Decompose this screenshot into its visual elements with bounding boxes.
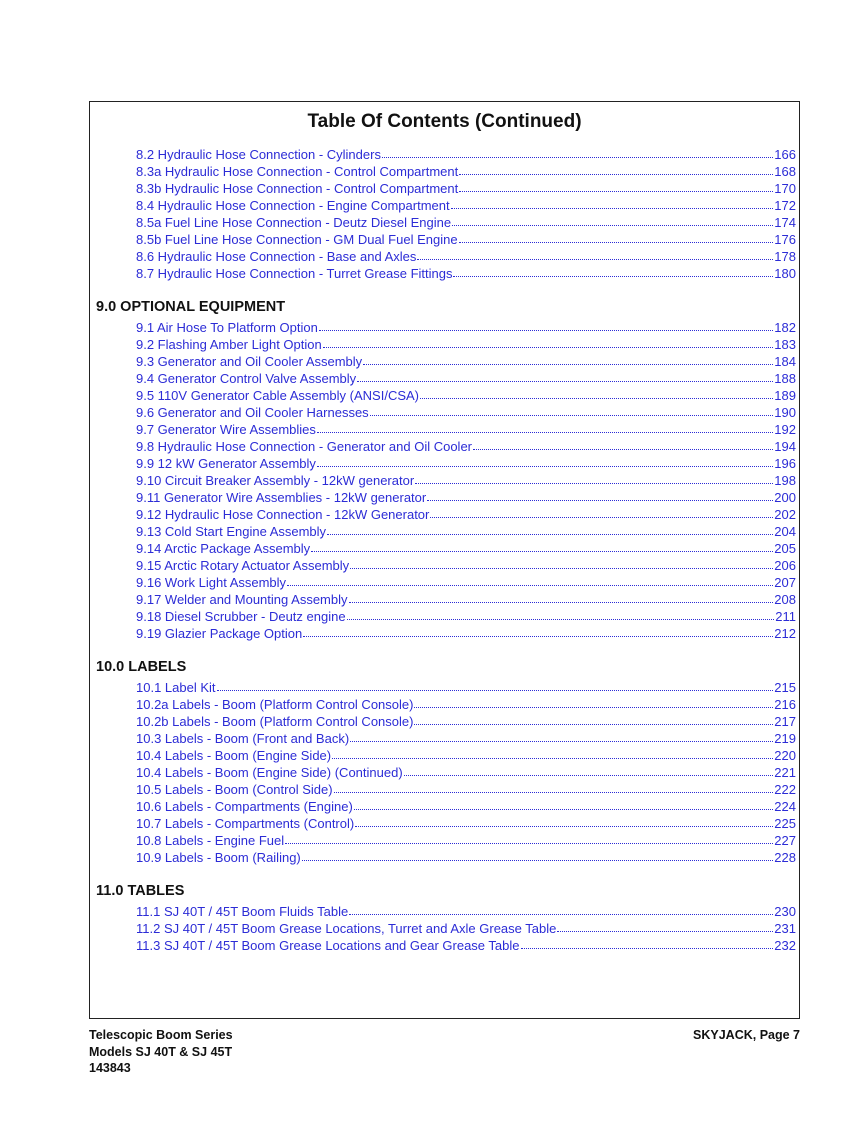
toc-entry-label: 9.17 Welder and Mounting Assembly <box>136 592 348 607</box>
toc-entry[interactable] <box>136 437 796 454</box>
toc-entry-page: 198 <box>774 473 796 488</box>
toc-entry[interactable] <box>136 386 796 403</box>
toc-entry-label: 9.18 Diesel Scrubber - Deutz engine <box>136 609 346 624</box>
toc-entry[interactable] <box>136 247 796 264</box>
dot-leader <box>415 483 773 484</box>
toc-entry[interactable] <box>136 264 796 281</box>
toc-entry-label: 10.4 Labels - Boom (Engine Side) <box>136 748 332 763</box>
dot-leader <box>521 948 774 949</box>
dot-leader <box>473 449 773 450</box>
toc-entry-label: 11.1 SJ 40T / 45T Boom Fluids Table <box>136 904 349 919</box>
toc-entry-label: 10.8 Labels - Engine Fuel <box>136 833 285 848</box>
dot-leader <box>355 826 773 827</box>
toc-entry-page: 202 <box>774 507 796 522</box>
page-title: Table Of Contents (Continued) <box>307 111 582 132</box>
dot-leader <box>354 809 774 810</box>
toc-entry-page: 178 <box>774 249 796 264</box>
toc-entry-page: 231 <box>774 921 796 936</box>
toc-entry-page: 190 <box>774 405 796 420</box>
dot-leader <box>350 568 773 569</box>
dot-leader <box>417 259 773 260</box>
toc-entry-label: 8.3a Hydraulic Hose Connection - Control Compartment <box>136 164 459 179</box>
toc-entry-label: 9.15 Arctic Rotary Actuator Assembly <box>136 558 350 573</box>
toc-entry-label: 10.5 Labels - Boom (Control Side) <box>136 782 333 797</box>
toc-entry-label: 11.2 SJ 40T / 45T Boom Grease Locations, Turret and Axle Grease Table <box>136 921 557 936</box>
toc-entry-page: 221 <box>774 765 796 780</box>
toc-entry-page: 220 <box>774 748 796 763</box>
dot-leader <box>347 619 775 620</box>
toc-entry-page: 225 <box>774 816 796 831</box>
toc-entry-label: 9.4 Generator Control Valve Assembly <box>136 371 357 386</box>
footer-left <box>89 1027 233 1077</box>
dot-leader <box>311 551 773 552</box>
toc-entry-page: 172 <box>774 198 796 213</box>
toc-entry-page: 166 <box>774 147 796 162</box>
toc-entry[interactable] <box>136 919 796 936</box>
toc-entry-page: 215 <box>774 680 796 695</box>
toc-entry-label: 9.10 Circuit Breaker Assembly - 12kW generator <box>136 473 415 488</box>
footer-models: Models SJ 40T & SJ 45T <box>89 1044 233 1059</box>
toc-entry[interactable] <box>136 196 796 213</box>
toc-entry-page: 196 <box>774 456 796 471</box>
toc-entry-label: 9.7 Generator Wire Assemblies <box>136 422 316 437</box>
toc-entry-page: 211 <box>775 609 796 624</box>
dot-leader <box>382 157 773 158</box>
toc-entry-label: 9.5 110V Generator Cable Assembly (ANSI/CSA) <box>136 388 419 403</box>
toc-entry-label: 8.4 Hydraulic Hose Connection - Engine Compartment <box>136 198 450 213</box>
dot-leader <box>323 347 774 348</box>
toc-entry-page: 194 <box>774 439 796 454</box>
section-heading: 10.0 LABELS <box>96 659 187 675</box>
toc-entry-label: 10.3 Labels - Boom (Front and Back) <box>136 731 350 746</box>
toc-entry[interactable] <box>136 352 796 369</box>
toc-entry-label: 11.3 SJ 40T / 45T Boom Grease Locations and Gear Grease Table <box>136 938 520 953</box>
toc-entry[interactable] <box>136 539 796 556</box>
toc-entry[interactable] <box>136 403 796 420</box>
toc-entry-label: 9.3 Generator and Oil Cooler Assembly <box>136 354 363 369</box>
toc-entry-label: 9.8 Hydraulic Hose Connection - Generator and Oil Cooler <box>136 439 473 454</box>
toc-entry[interactable] <box>136 335 796 352</box>
toc-entry-label: 9.19 Glazier Package Option <box>136 626 303 641</box>
dot-leader <box>327 534 773 535</box>
toc-entry[interactable] <box>136 420 796 437</box>
toc-entry[interactable] <box>136 522 796 539</box>
toc-entry[interactable] <box>136 145 796 162</box>
toc-entry-label: 10.9 Labels - Boom (Railing) <box>136 850 301 865</box>
dot-leader <box>349 602 774 603</box>
dot-leader <box>285 843 773 844</box>
toc-entry-label: 10.2b Labels - Boom (Platform Control Console) <box>136 714 414 729</box>
toc-entry-label: 9.9 12 kW Generator Assembly <box>136 456 316 471</box>
dot-leader <box>452 225 773 226</box>
toc-entry-label: 8.5b Fuel Line Hose Connection - GM Dual Fuel Engine <box>136 232 458 247</box>
dot-leader <box>349 914 773 915</box>
dot-leader <box>414 707 773 708</box>
toc-entry-label: 9.11 Generator Wire Assemblies - 12kW generator <box>136 490 427 505</box>
toc-entry-page: 170 <box>774 181 796 196</box>
toc-entry-page: 200 <box>774 490 796 505</box>
toc-entry[interactable] <box>136 746 796 763</box>
toc-entry[interactable] <box>136 318 796 335</box>
dot-leader <box>303 636 773 637</box>
toc-entry-page: 184 <box>774 354 796 369</box>
toc-entry[interactable] <box>136 556 796 573</box>
toc-entry-page: 188 <box>774 371 796 386</box>
toc-entry-label: 8.5a Fuel Line Hose Connection - Deutz Diesel Engine <box>136 215 452 230</box>
toc-entry[interactable] <box>136 624 796 641</box>
dot-leader <box>414 724 773 725</box>
toc-entry[interactable] <box>136 573 796 590</box>
toc-entry[interactable] <box>136 471 796 488</box>
dot-leader <box>557 931 773 932</box>
dot-leader <box>453 276 773 277</box>
footer-part-number: 143843 <box>89 1061 131 1075</box>
dot-leader <box>317 432 773 433</box>
toc-entry-page: 230 <box>774 904 796 919</box>
toc-entry[interactable] <box>136 162 796 179</box>
toc-entry[interactable] <box>136 780 796 797</box>
toc-entry-page: 222 <box>774 782 796 797</box>
dot-leader <box>451 208 774 209</box>
toc-entry-label: 9.16 Work Light Assembly <box>136 575 287 590</box>
toc-entry[interactable] <box>136 488 796 505</box>
toc-entry-page: 224 <box>774 799 796 814</box>
dot-leader <box>332 758 773 759</box>
dot-leader <box>357 381 773 382</box>
toc-list <box>90 102 799 1018</box>
dot-leader <box>459 191 773 192</box>
toc-entry-page: 183 <box>774 337 796 352</box>
toc-entry-label: 9.6 Generator and Oil Cooler Harnesses <box>136 405 369 420</box>
toc-entry-page: 227 <box>774 833 796 848</box>
toc-entry-page: 232 <box>774 938 796 953</box>
footer-series: Telescopic Boom Series <box>89 1028 233 1042</box>
dot-leader <box>363 364 773 365</box>
toc-entry[interactable] <box>136 936 796 953</box>
toc-entry-page: 168 <box>774 164 796 179</box>
toc-entry-page: 182 <box>774 320 796 335</box>
toc-entry-label: 10.7 Labels - Compartments (Control) <box>136 816 355 831</box>
dot-leader <box>420 398 773 399</box>
toc-entry[interactable] <box>136 590 796 607</box>
footer-page-label: SKYJACK, Page 7 <box>693 1028 800 1042</box>
toc-entry-page: 189 <box>774 388 796 403</box>
toc-entry-label: 9.13 Cold Start Engine Assembly <box>136 524 327 539</box>
toc-entry-label: 8.7 Hydraulic Hose Connection - Turret Grease Fittings <box>136 266 453 281</box>
section-heading: 9.0 OPTIONAL EQUIPMENT <box>96 299 286 315</box>
toc-entry[interactable] <box>136 369 796 386</box>
toc-entry-page: 180 <box>774 266 796 281</box>
dot-leader <box>370 415 774 416</box>
dot-leader <box>287 585 773 586</box>
toc-entry-label: 9.14 Arctic Package Assembly <box>136 541 311 556</box>
dot-leader <box>430 517 773 518</box>
toc-entry-label: 8.3b Hydraulic Hose Connection - Control Compartment <box>136 181 459 196</box>
toc-entry[interactable] <box>136 729 796 746</box>
toc-entry-page: 176 <box>774 232 796 247</box>
toc-entry-label: 8.2 Hydraulic Hose Connection - Cylinders <box>136 147 381 162</box>
toc-entry-page: 192 <box>774 422 796 437</box>
toc-entry-label: 9.2 Flashing Amber Light Option <box>136 337 322 352</box>
toc-entry-page: 228 <box>774 850 796 865</box>
toc-entry[interactable] <box>136 695 796 712</box>
toc-entry-page: 216 <box>774 697 796 712</box>
dot-leader <box>302 860 774 861</box>
toc-entry-label: 9.12 Hydraulic Hose Connection - 12kW Generator <box>136 507 430 522</box>
toc-entry-label: 10.2a Labels - Boom (Platform Control Console) <box>136 697 414 712</box>
dot-leader <box>427 500 773 501</box>
dot-leader <box>404 775 774 776</box>
toc-entry[interactable] <box>136 230 796 247</box>
toc-entry[interactable] <box>136 797 796 814</box>
dot-leader <box>350 741 773 742</box>
dot-leader <box>459 174 773 175</box>
dot-leader <box>217 690 774 691</box>
toc-frame <box>89 101 800 1019</box>
dot-leader <box>459 242 774 243</box>
toc-entry[interactable] <box>136 848 796 865</box>
toc-entry-page: 206 <box>774 558 796 573</box>
toc-entry-page: 204 <box>774 524 796 539</box>
toc-entry-label: 10.6 Labels - Compartments (Engine) <box>136 799 353 814</box>
toc-entry-page: 208 <box>774 592 796 607</box>
toc-entry[interactable] <box>136 179 796 196</box>
toc-entry[interactable] <box>136 763 796 780</box>
toc-entry-label: 9.1 Air Hose To Platform Option <box>136 320 318 335</box>
toc-entry-page: 174 <box>774 215 796 230</box>
toc-entry-page: 205 <box>774 541 796 556</box>
toc-entry-page: 217 <box>774 714 796 729</box>
dot-leader <box>334 792 774 793</box>
toc-entry-label: 10.1 Label Kit <box>136 680 216 695</box>
section-heading: 11.0 TABLES <box>96 883 185 899</box>
toc-entry-label: 10.4 Labels - Boom (Engine Side) (Continued) <box>136 765 403 780</box>
toc-entry-page: 207 <box>774 575 796 590</box>
toc-entry-page: 219 <box>774 731 796 746</box>
toc-entry[interactable] <box>136 607 796 624</box>
toc-entry[interactable] <box>136 902 796 919</box>
toc-entry[interactable] <box>136 454 796 471</box>
toc-entry[interactable] <box>136 213 796 230</box>
toc-entry[interactable] <box>136 505 796 522</box>
toc-entry[interactable] <box>136 831 796 848</box>
toc-entry-label: 8.6 Hydraulic Hose Connection - Base and Axles <box>136 249 417 264</box>
dot-leader <box>317 466 773 467</box>
toc-entry[interactable] <box>136 678 796 695</box>
toc-entry[interactable] <box>136 712 796 729</box>
toc-entry[interactable] <box>136 814 796 831</box>
toc-entry-page: 212 <box>774 626 796 641</box>
dot-leader <box>319 330 773 331</box>
